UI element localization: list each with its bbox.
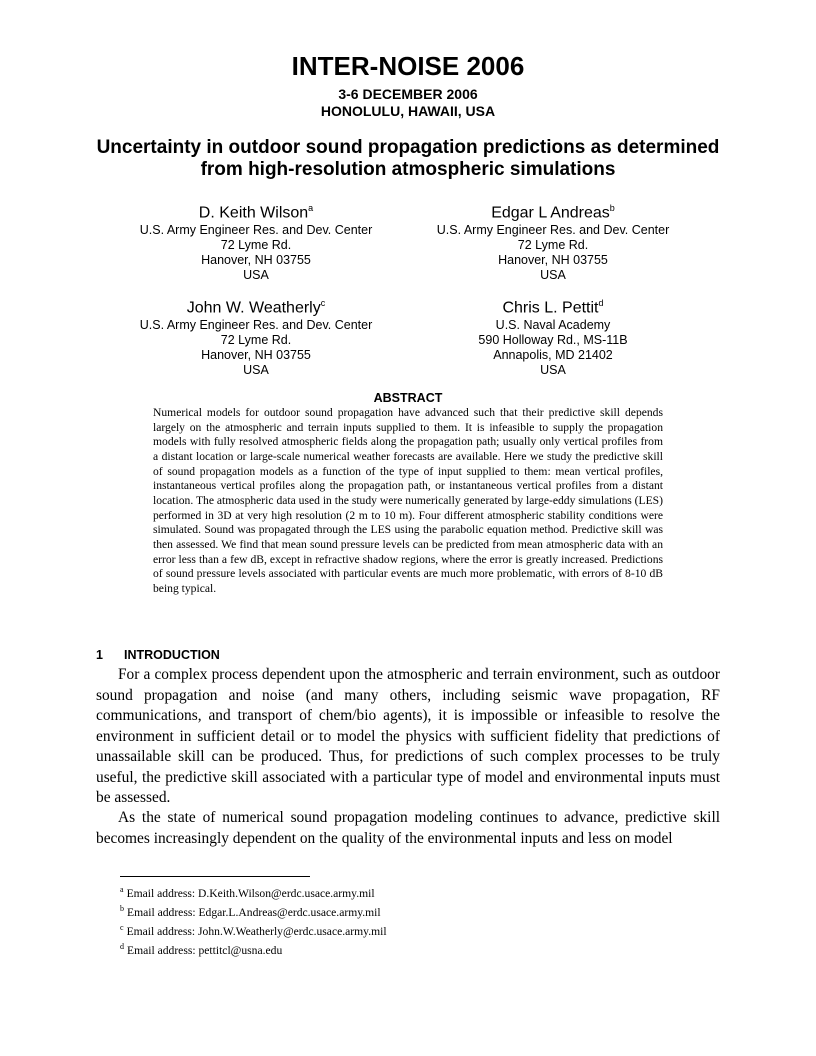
author-name: Chris L. Pettit$^d$: [502, 298, 604, 317]
paper-title-line-1: Uncertainty in outdoor sound propagation predictions as determined: [96, 137, 720, 158]
body-paragraph: As the state of numerical sound propagation modeling continues to advance, predictive skill becomes increasingly dependent on the quality of the environmental inputs and less on model: [96, 809, 720, 847]
footnote-text: Email address: John.W.Weatherly@erdc.usace.army.mil: [126, 924, 387, 938]
footnote-text: Email address: Edgar.L.Andreas@erdc.usace.army.mil: [127, 905, 381, 919]
author-name: Edgar L Andreas$^b$: [491, 203, 615, 222]
section-title: INTRODUCTION: [124, 648, 220, 662]
footnote: [120, 939, 720, 958]
footnote: [120, 901, 720, 920]
footnote-mark: d: [598, 298, 604, 308]
author-affiliation-line: 72 Lyme Rd.: [220, 333, 292, 348]
author-affiliation-line: U.S. Naval Academy: [495, 318, 611, 333]
footnote-divider: [120, 876, 310, 877]
footnote-text: Email address: pettitcl@usna.edu: [127, 943, 283, 957]
author-affiliation-line: 72 Lyme Rd.: [517, 238, 589, 253]
author-affiliation-line: Annapolis, MD 21402: [493, 348, 613, 363]
body-paragraph: For a complex process dependent upon the atmospheric and terrain environment, such as outdoor sound propagation and noise (and many others, including seismic wave propagation, RF communications, and transport of chem/bio agents), it is impossible or infeasible to resolve the environment in sufficient detail or to model the physics with sufficient fidelity that predictions of unassailable skill can be produced. Thus, for predictions of such complex processes to be truly useful, the predictive skill associated with a particular type of model and environmental inputs must be assessed.: [96, 666, 720, 806]
abstract-text: Numerical models for outdoor sound propagation have advanced such that their predictive skill depends largely on the atmospheric and terrain inputs supplied to them. It is infeasible to supply the propagation models with fully resolved atmospheric fields along the propagation path; usually only vertical profiles from a distant location or large-scale numerical weather forecasts are available. Here we study the predictive skill of sound propagation models as a function of the type of input supplied to them: mean vertical profiles, instantaneous vertical profiles along the propagation path, or instantaneous vertical profiles from a distant location. The atmospheric data used in the study were numerically generated by large-eddy simulations (LES) performed in 3D at very high resolution (2 m to 10 m). Four different atmospheric stability conditions were simulated. Sound was propagated through the LES using the parabolic equation method. Predictive skill was then assessed. We find that mean sound pressure levels can be predicted from mean atmospheric data with an error less than a few dB, except in refractive shadow regions, where the error is greatly increased. Predictions of sound pressure levels associated with particular events are much more problematic, with errors of 8-10 dB being typical.: [153, 406, 663, 595]
author-name: D. Keith Wilson$^a$: [198, 203, 314, 222]
footnote-mark: b: [120, 903, 124, 913]
section-heading: [96, 647, 220, 663]
author-affiliation-line: USA: [540, 363, 566, 378]
author-affiliation-line: Hanover, NH 03755: [201, 253, 311, 268]
author-affiliation-line: USA: [243, 268, 269, 283]
author-block: [403, 198, 703, 283]
author-affiliation-line: USA: [540, 268, 566, 283]
author-affiliation-line: 590 Holloway Rd., MS-11B: [478, 333, 628, 348]
conference-title: INTER-NOISE 2006: [291, 51, 525, 81]
footnote-mark: c: [320, 298, 326, 308]
conference-dates: 3-6 DECEMBER 2006: [338, 86, 478, 102]
conference-location: HONOLULU, HAWAII, USA: [320, 103, 496, 119]
footnote-mark: c: [120, 922, 124, 932]
footnote-mark: a: [308, 203, 314, 213]
author-name: John W. Weatherly$^c$: [186, 298, 326, 317]
footnote: [120, 882, 720, 901]
author-affiliation-line: U.S. Army Engineer Res. and Dev. Center: [436, 223, 670, 238]
paper-title: [60, 137, 756, 181]
author-block: [106, 293, 406, 378]
footnote: [120, 920, 720, 939]
footnote-mark: a: [120, 885, 124, 894]
author-affiliation-line: 72 Lyme Rd.: [220, 238, 292, 253]
section-number: 1: [96, 648, 103, 662]
author-affiliation-line: USA: [243, 363, 269, 378]
author-affiliation-line: Hanover, NH 03755: [498, 253, 608, 268]
abstract-heading: ABSTRACT: [373, 391, 443, 405]
footnote-mark: b: [609, 203, 615, 213]
footnotes: [120, 882, 720, 957]
footnote-text: Email address: D.Keith.Wilson@erdc.usace.army.mil: [126, 886, 375, 900]
author-affiliation-line: U.S. Army Engineer Res. and Dev. Center: [139, 223, 373, 238]
author-block: [403, 293, 703, 378]
author-block: [106, 198, 406, 283]
author-affiliation-line: Hanover, NH 03755: [201, 348, 311, 363]
paper-title-line-2: from high-resolution atmospheric simulations: [200, 159, 616, 180]
footnote-mark: d: [120, 941, 124, 951]
author-affiliation-line: U.S. Army Engineer Res. and Dev. Center: [139, 318, 373, 333]
